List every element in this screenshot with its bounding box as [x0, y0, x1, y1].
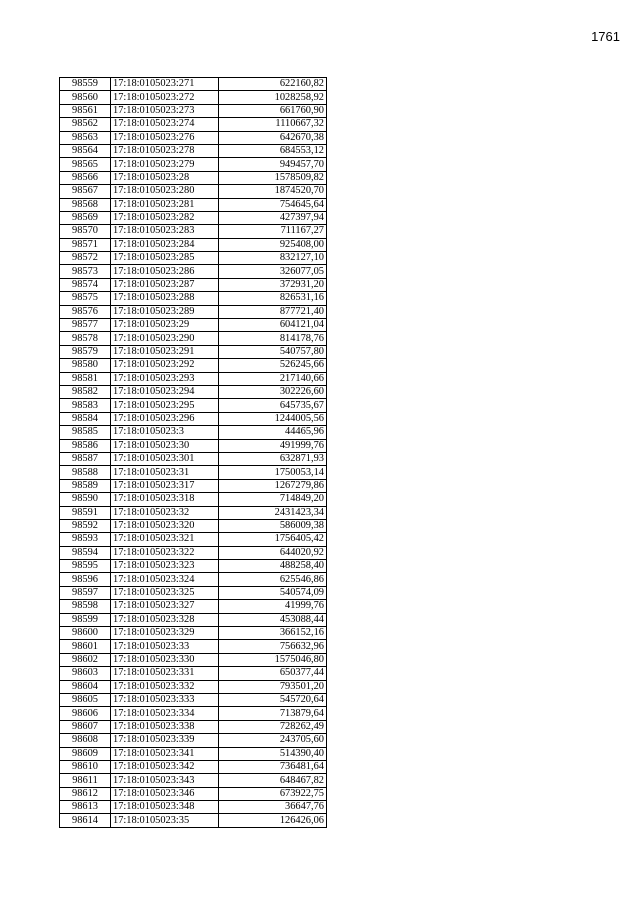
- row-number-cell: 98573: [60, 265, 111, 278]
- row-number-cell: 98563: [60, 131, 111, 144]
- row-number-cell: 98575: [60, 292, 111, 305]
- cadastral-value-cell: 714849,20: [219, 493, 327, 506]
- row-number-cell: 98569: [60, 211, 111, 224]
- cadastral-value-cell: 644020,92: [219, 546, 327, 559]
- cadastral-number-cell: 17:18:0105023:282: [111, 211, 219, 224]
- cadastral-number-cell: 17:18:0105023:288: [111, 292, 219, 305]
- table-row: [60, 720, 327, 733]
- cadastral-value-cell: 366152,16: [219, 627, 327, 640]
- cadastral-number-cell: 17:18:0105023:272: [111, 91, 219, 104]
- cadastral-number-cell: 17:18:0105023:28: [111, 171, 219, 184]
- row-number-cell: 98594: [60, 546, 111, 559]
- cadastral-value-cell: 622160,82: [219, 78, 327, 91]
- cadastral-number-cell: 17:18:0105023:341: [111, 747, 219, 760]
- cadastral-number-cell: 17:18:0105023:284: [111, 238, 219, 251]
- cadastral-number-cell: 17:18:0105023:343: [111, 774, 219, 787]
- table-row: [60, 707, 327, 720]
- table-row: [60, 144, 327, 157]
- table-row: [60, 131, 327, 144]
- cadastral-value-cell: 756632,96: [219, 640, 327, 653]
- cadastral-value-cell: 728262,49: [219, 720, 327, 733]
- table-row: [60, 399, 327, 412]
- cadastral-value-cell: 302226,60: [219, 385, 327, 398]
- table-row: [60, 292, 327, 305]
- row-number-cell: 98597: [60, 586, 111, 599]
- table-row: [60, 693, 327, 706]
- table-row: [60, 774, 327, 787]
- table-row: [60, 452, 327, 465]
- row-number-cell: 98560: [60, 91, 111, 104]
- cadastral-value-cell: 1028258,92: [219, 91, 327, 104]
- table-row: [60, 104, 327, 117]
- table-row: [60, 533, 327, 546]
- table-row: [60, 225, 327, 238]
- table-row: [60, 493, 327, 506]
- row-number-cell: 98602: [60, 653, 111, 666]
- row-number-cell: 98614: [60, 814, 111, 827]
- cadastral-value-cell: 427397,94: [219, 211, 327, 224]
- table-row: [60, 238, 327, 251]
- table-body: [60, 78, 327, 828]
- row-number-cell: 98595: [60, 560, 111, 573]
- row-number-cell: 98574: [60, 278, 111, 291]
- row-number-cell: 98592: [60, 519, 111, 532]
- cadastral-value-cell: 1578509,82: [219, 171, 327, 184]
- row-number-cell: 98570: [60, 225, 111, 238]
- cadastral-number-cell: 17:18:0105023:32: [111, 506, 219, 519]
- table-row: [60, 426, 327, 439]
- cadastral-value-cell: 491999,76: [219, 439, 327, 452]
- cadastral-number-cell: 17:18:0105023:287: [111, 278, 219, 291]
- cadastral-value-cell: 1575046,80: [219, 653, 327, 666]
- table-row: [60, 211, 327, 224]
- cadastral-value-cell: 1267279,86: [219, 479, 327, 492]
- row-number-cell: 98591: [60, 506, 111, 519]
- cadastral-value-cell: 648467,82: [219, 774, 327, 787]
- cadastral-number-cell: 17:18:0105023:293: [111, 372, 219, 385]
- cadastral-value-cell: 793501,20: [219, 680, 327, 693]
- cadastral-value-cell: 736481,64: [219, 760, 327, 773]
- row-number-cell: 98583: [60, 399, 111, 412]
- cadastral-number-cell: 17:18:0105023:332: [111, 680, 219, 693]
- cadastral-value-cell: 673922,75: [219, 787, 327, 800]
- cadastral-number-cell: 17:18:0105023:291: [111, 345, 219, 358]
- row-number-cell: 98611: [60, 774, 111, 787]
- page-number: 1761: [591, 29, 620, 44]
- row-number-cell: 98588: [60, 466, 111, 479]
- row-number-cell: 98589: [60, 479, 111, 492]
- cadastral-number-cell: 17:18:0105023:289: [111, 305, 219, 318]
- cadastral-number-cell: 17:18:0105023:279: [111, 158, 219, 171]
- row-number-cell: 98586: [60, 439, 111, 452]
- row-number-cell: 98600: [60, 627, 111, 640]
- cadastral-value-cell: 925408,00: [219, 238, 327, 251]
- row-number-cell: 98613: [60, 801, 111, 814]
- cadastral-number-cell: 17:18:0105023:290: [111, 332, 219, 345]
- table-row: [60, 600, 327, 613]
- cadastral-number-cell: 17:18:0105023:327: [111, 600, 219, 613]
- cadastral-value-cell: 514390,40: [219, 747, 327, 760]
- cadastral-number-cell: 17:18:0105023:278: [111, 144, 219, 157]
- row-number-cell: 98603: [60, 667, 111, 680]
- table-row: [60, 667, 327, 680]
- cadastral-value-cell: 1244005,56: [219, 412, 327, 425]
- table-row: [60, 653, 327, 666]
- cadastral-number-cell: 17:18:0105023:322: [111, 546, 219, 559]
- row-number-cell: 98564: [60, 144, 111, 157]
- cadastral-number-cell: 17:18:0105023:318: [111, 493, 219, 506]
- row-number-cell: 98610: [60, 760, 111, 773]
- cadastral-value-cell: 41999,76: [219, 600, 327, 613]
- cadastral-value-cell: 661760,90: [219, 104, 327, 117]
- row-number-cell: 98605: [60, 693, 111, 706]
- cadastral-number-cell: 17:18:0105023:296: [111, 412, 219, 425]
- table-row: [60, 158, 327, 171]
- cadastral-value-cell: 949457,70: [219, 158, 327, 171]
- cadastral-number-cell: 17:18:0105023:328: [111, 613, 219, 626]
- row-number-cell: 98596: [60, 573, 111, 586]
- cadastral-number-cell: 17:18:0105023:33: [111, 640, 219, 653]
- table-row: [60, 734, 327, 747]
- cadastral-number-cell: 17:18:0105023:329: [111, 627, 219, 640]
- table-row: [60, 252, 327, 265]
- table-row: [60, 640, 327, 653]
- cadastral-number-cell: 17:18:0105023:30: [111, 439, 219, 452]
- cadastral-number-cell: 17:18:0105023:3: [111, 426, 219, 439]
- cadastral-number-cell: 17:18:0105023:323: [111, 560, 219, 573]
- table-row: [60, 814, 327, 827]
- cadastral-number-cell: 17:18:0105023:348: [111, 801, 219, 814]
- cadastral-number-cell: 17:18:0105023:301: [111, 452, 219, 465]
- row-number-cell: 98565: [60, 158, 111, 171]
- cadastral-value-cell: 2431423,34: [219, 506, 327, 519]
- cadastral-value-cell: 650377,44: [219, 667, 327, 680]
- cadastral-number-cell: 17:18:0105023:321: [111, 533, 219, 546]
- row-number-cell: 98567: [60, 185, 111, 198]
- cadastral-value-cell: 632871,93: [219, 452, 327, 465]
- row-number-cell: 98607: [60, 720, 111, 733]
- table-row: [60, 91, 327, 104]
- cadastral-number-cell: 17:18:0105023:317: [111, 479, 219, 492]
- table-row: [60, 345, 327, 358]
- table-row: [60, 573, 327, 586]
- cadastral-value-cell: 832127,10: [219, 252, 327, 265]
- cadastral-number-cell: 17:18:0105023:271: [111, 78, 219, 91]
- cadastral-value-cell: 586009,38: [219, 519, 327, 532]
- cadastral-number-cell: 17:18:0105023:339: [111, 734, 219, 747]
- cadastral-number-cell: 17:18:0105023:295: [111, 399, 219, 412]
- table-row: [60, 787, 327, 800]
- cadastral-number-cell: 17:18:0105023:294: [111, 385, 219, 398]
- cadastral-number-cell: 17:18:0105023:325: [111, 586, 219, 599]
- cadastral-number-cell: 17:18:0105023:281: [111, 198, 219, 211]
- cadastral-value-cell: 243705,60: [219, 734, 327, 747]
- cadastral-number-cell: 17:18:0105023:31: [111, 466, 219, 479]
- cadastral-value-table: [59, 77, 327, 828]
- row-number-cell: 98572: [60, 252, 111, 265]
- table-row: [60, 627, 327, 640]
- row-number-cell: 98612: [60, 787, 111, 800]
- cadastral-number-cell: 17:18:0105023:29: [111, 319, 219, 332]
- table-row: [60, 412, 327, 425]
- cadastral-value-cell: 526245,66: [219, 359, 327, 372]
- cadastral-value-cell: 36647,76: [219, 801, 327, 814]
- cadastral-value-cell: 1110667,32: [219, 118, 327, 131]
- cadastral-value-cell: 711167,27: [219, 225, 327, 238]
- cadastral-value-cell: 814178,76: [219, 332, 327, 345]
- cadastral-value-cell: 754645,64: [219, 198, 327, 211]
- cadastral-number-cell: 17:18:0105023:35: [111, 814, 219, 827]
- table-row: [60, 171, 327, 184]
- table-row: [60, 305, 327, 318]
- table-row: [60, 680, 327, 693]
- table-row: [60, 479, 327, 492]
- cadastral-value-cell: 1874520,70: [219, 185, 327, 198]
- cadastral-number-cell: 17:18:0105023:331: [111, 667, 219, 680]
- row-number-cell: 98559: [60, 78, 111, 91]
- table-row: [60, 78, 327, 91]
- table-row: [60, 385, 327, 398]
- cadastral-number-cell: 17:18:0105023:286: [111, 265, 219, 278]
- table-row: [60, 118, 327, 131]
- row-number-cell: 98609: [60, 747, 111, 760]
- row-number-cell: 98561: [60, 104, 111, 117]
- cadastral-number-cell: 17:18:0105023:283: [111, 225, 219, 238]
- table-row: [60, 372, 327, 385]
- cadastral-value-cell: 1756405,42: [219, 533, 327, 546]
- row-number-cell: 98593: [60, 533, 111, 546]
- cadastral-value-cell: 453088,44: [219, 613, 327, 626]
- table-row: [60, 466, 327, 479]
- cadastral-value-cell: 540757,80: [219, 345, 327, 358]
- table-row: [60, 586, 327, 599]
- row-number-cell: 98568: [60, 198, 111, 211]
- table-row: [60, 560, 327, 573]
- row-number-cell: 98585: [60, 426, 111, 439]
- cadastral-value-cell: 645735,67: [219, 399, 327, 412]
- cadastral-number-cell: 17:18:0105023:324: [111, 573, 219, 586]
- cadastral-number-cell: 17:18:0105023:330: [111, 653, 219, 666]
- row-number-cell: 98581: [60, 372, 111, 385]
- row-number-cell: 98578: [60, 332, 111, 345]
- cadastral-value-cell: 684553,12: [219, 144, 327, 157]
- table-row: [60, 613, 327, 626]
- row-number-cell: 98576: [60, 305, 111, 318]
- table-row: [60, 439, 327, 452]
- cadastral-value-cell: 372931,20: [219, 278, 327, 291]
- cadastral-value-cell: 877721,40: [219, 305, 327, 318]
- row-number-cell: 98598: [60, 600, 111, 613]
- cadastral-number-cell: 17:18:0105023:276: [111, 131, 219, 144]
- row-number-cell: 98566: [60, 171, 111, 184]
- table-row: [60, 198, 327, 211]
- cadastral-number-cell: 17:18:0105023:292: [111, 359, 219, 372]
- cadastral-number-cell: 17:18:0105023:346: [111, 787, 219, 800]
- table-row: [60, 278, 327, 291]
- cadastral-number-cell: 17:18:0105023:280: [111, 185, 219, 198]
- row-number-cell: 98599: [60, 613, 111, 626]
- cadastral-value-cell: 540574,09: [219, 586, 327, 599]
- cadastral-value-cell: 326077,05: [219, 265, 327, 278]
- row-number-cell: 98601: [60, 640, 111, 653]
- table-row: [60, 332, 327, 345]
- cadastral-value-cell: 625546,86: [219, 573, 327, 586]
- cadastral-number-cell: 17:18:0105023:334: [111, 707, 219, 720]
- row-number-cell: 98562: [60, 118, 111, 131]
- row-number-cell: 98580: [60, 359, 111, 372]
- row-number-cell: 98604: [60, 680, 111, 693]
- cadastral-number-cell: 17:18:0105023:333: [111, 693, 219, 706]
- row-number-cell: 98587: [60, 452, 111, 465]
- cadastral-number-cell: 17:18:0105023:320: [111, 519, 219, 532]
- table-row: [60, 546, 327, 559]
- table-row: [60, 185, 327, 198]
- cadastral-value-cell: 126426,06: [219, 814, 327, 827]
- cadastral-value-cell: 488258,40: [219, 560, 327, 573]
- cadastral-value-cell: 217140,66: [219, 372, 327, 385]
- cadastral-value-cell: 713879,64: [219, 707, 327, 720]
- table-row: [60, 760, 327, 773]
- cadastral-number-cell: 17:18:0105023:285: [111, 252, 219, 265]
- cadastral-value-cell: 642670,38: [219, 131, 327, 144]
- row-number-cell: 98571: [60, 238, 111, 251]
- table-row: [60, 265, 327, 278]
- row-number-cell: 98579: [60, 345, 111, 358]
- table-row: [60, 519, 327, 532]
- table-row: [60, 359, 327, 372]
- row-number-cell: 98577: [60, 319, 111, 332]
- cadastral-value-cell: 44465,96: [219, 426, 327, 439]
- row-number-cell: 98606: [60, 707, 111, 720]
- cadastral-value-cell: 1750053,14: [219, 466, 327, 479]
- cadastral-value-cell: 604121,04: [219, 319, 327, 332]
- row-number-cell: 98584: [60, 412, 111, 425]
- table-row: [60, 747, 327, 760]
- cadastral-number-cell: 17:18:0105023:342: [111, 760, 219, 773]
- cadastral-number-cell: 17:18:0105023:274: [111, 118, 219, 131]
- cadastral-number-cell: 17:18:0105023:338: [111, 720, 219, 733]
- cadastral-number-cell: 17:18:0105023:273: [111, 104, 219, 117]
- table-row: [60, 801, 327, 814]
- row-number-cell: 98590: [60, 493, 111, 506]
- cadastral-value-cell: 545720,64: [219, 693, 327, 706]
- table-row: [60, 319, 327, 332]
- table-row: [60, 506, 327, 519]
- row-number-cell: 98608: [60, 734, 111, 747]
- row-number-cell: 98582: [60, 385, 111, 398]
- cadastral-value-cell: 826531,16: [219, 292, 327, 305]
